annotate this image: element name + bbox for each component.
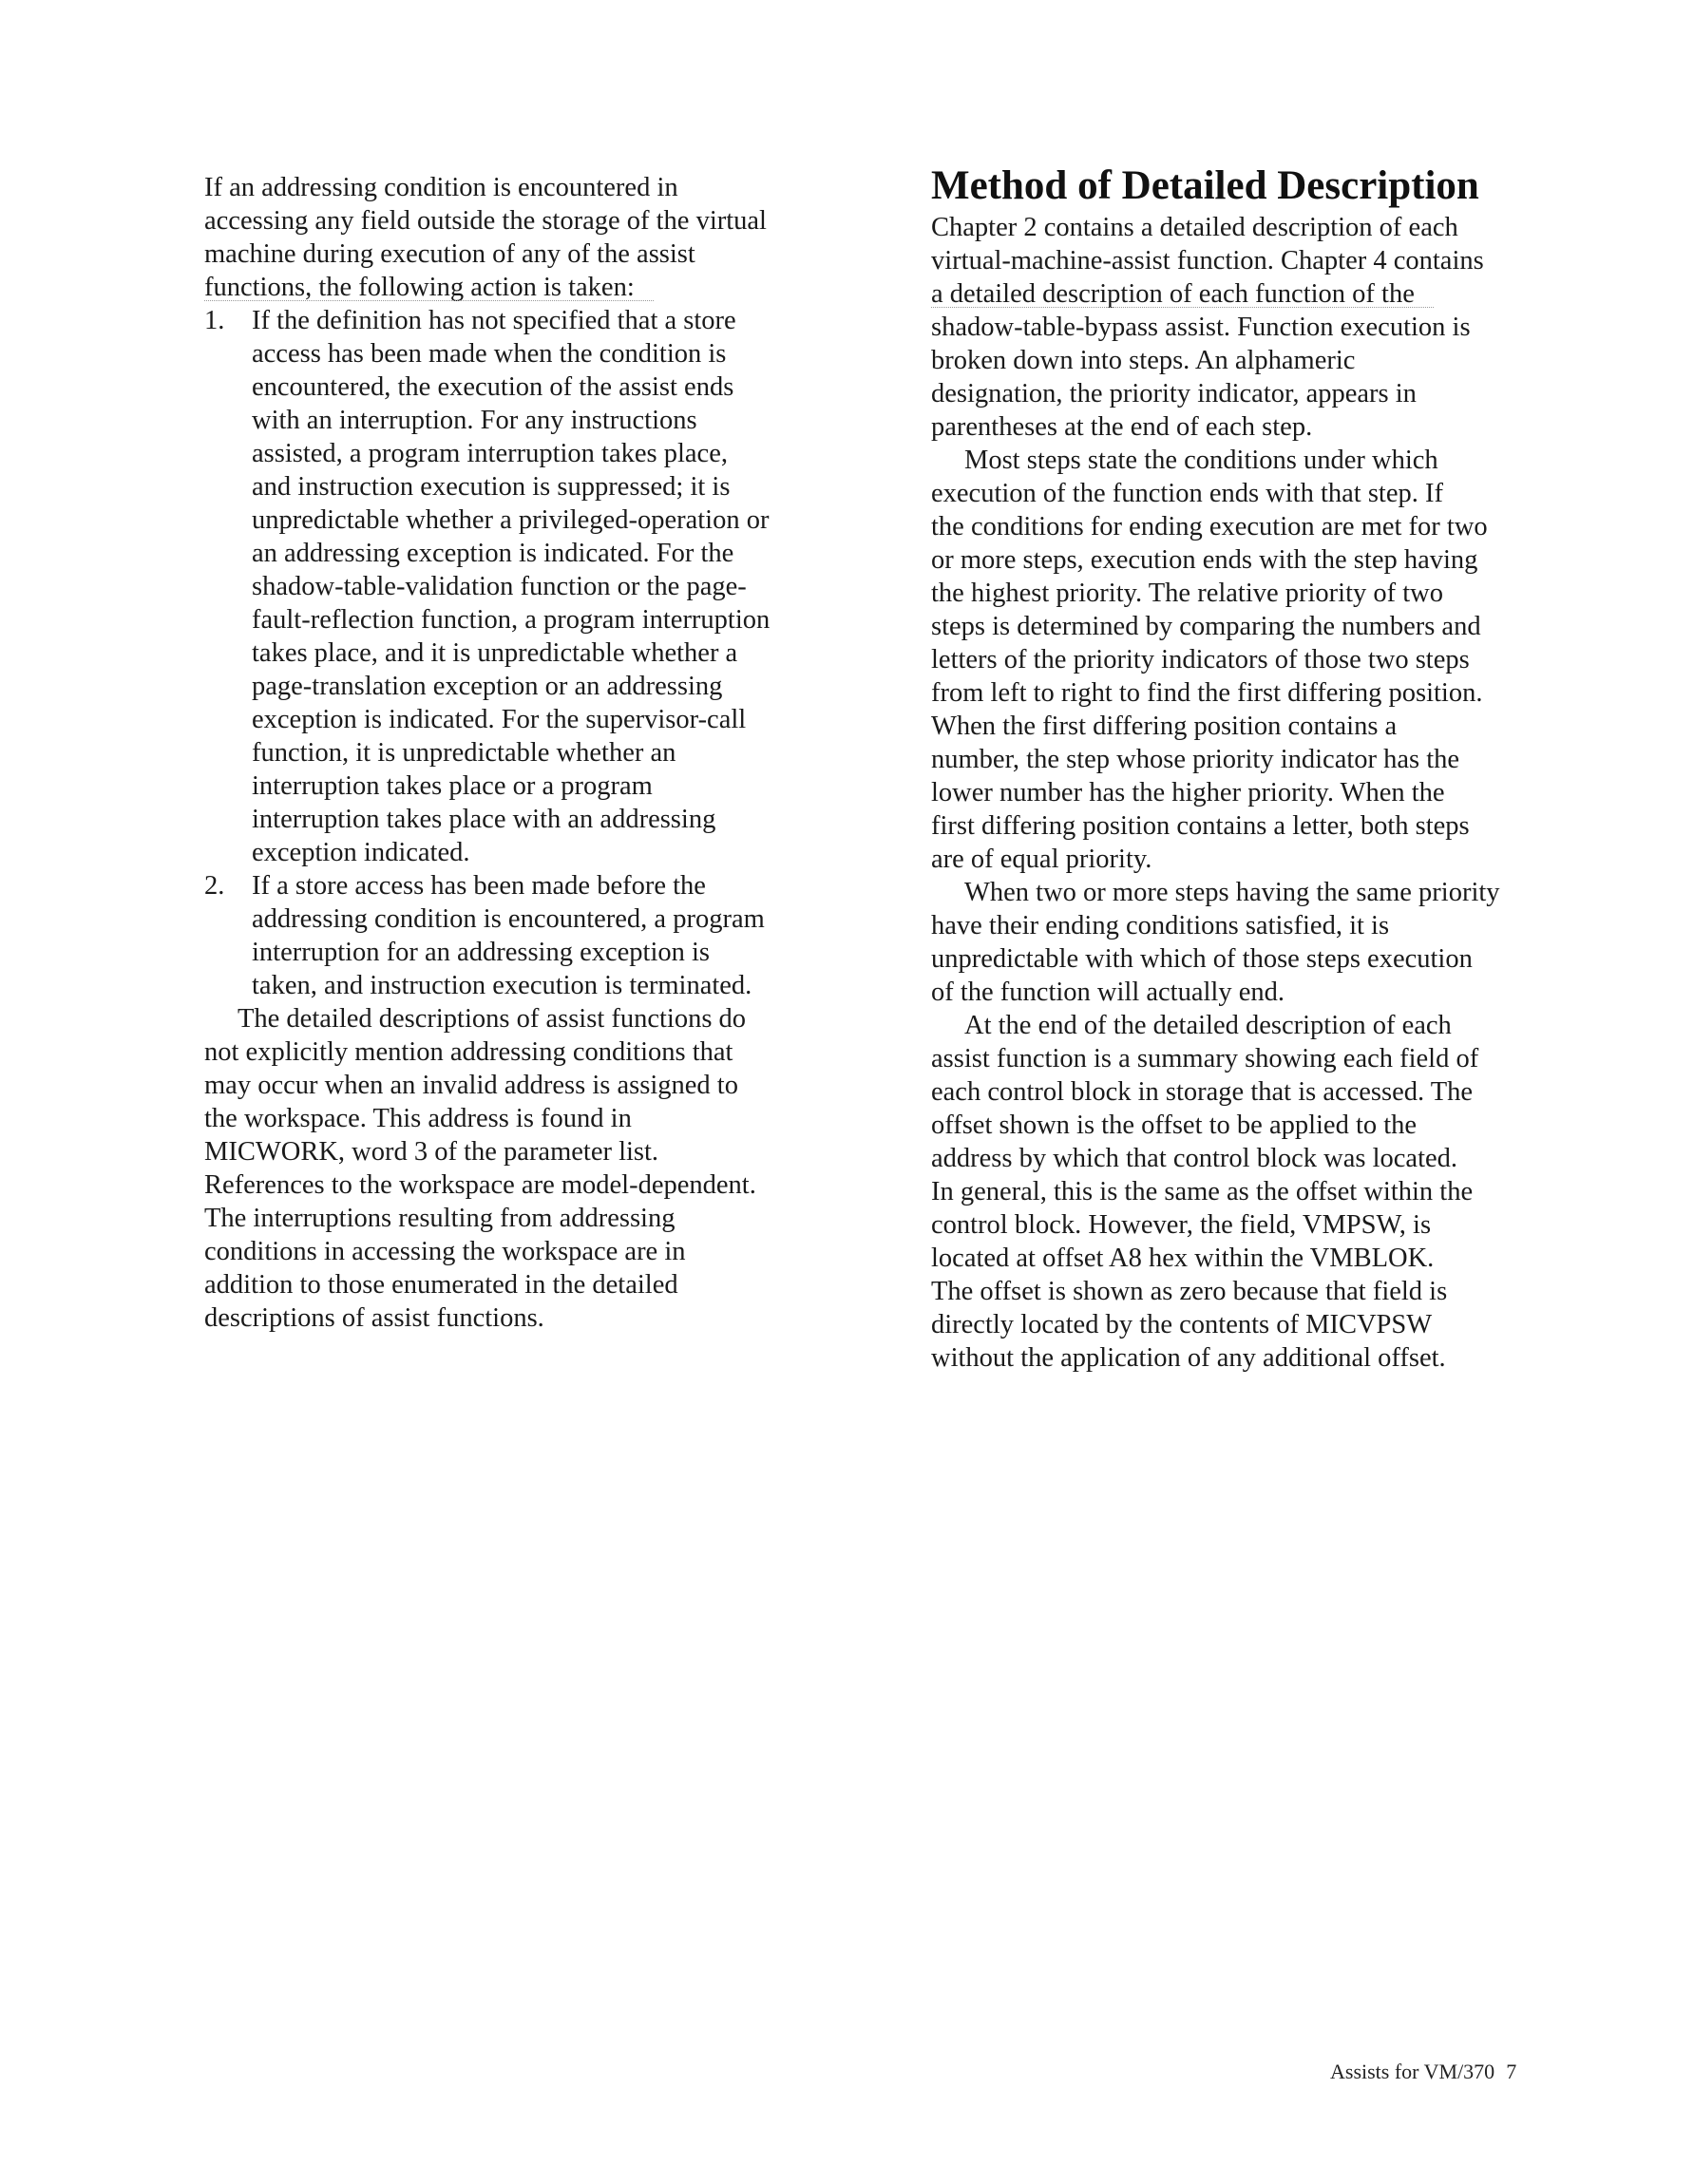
step-line: addressing condition is encountered, a program (252, 904, 765, 934)
action-step-1 (204, 304, 860, 869)
paragraph-line: conditions in accessing the workspace are in (204, 1237, 686, 1266)
step-line: assisted, a program interruption takes place, (252, 439, 728, 468)
page-number: 7 (1506, 2060, 1517, 2083)
paragraph-line: The interruptions resulting from addressing (204, 1204, 676, 1233)
paragraph-line: each control block in storage that is accessed. The (931, 1077, 1474, 1107)
step-line: with an interruption. For any instructions (252, 406, 697, 435)
paragraph-line: In general, this is the same as the offset within the (931, 1177, 1474, 1206)
paragraph-line: offset shown is the offset to be applied to the (931, 1111, 1418, 1140)
paragraph-line: addition to those enumerated in the detailed (204, 1270, 678, 1300)
action-steps-list (204, 304, 860, 1002)
paragraph-line: References to the workspace are model-dependent. (204, 1170, 756, 1200)
running-title: Assists for VM/370 (1330, 2060, 1495, 2083)
paragraph-line: The detailed descriptions of assist functions do (238, 1004, 747, 1034)
step-line: an addressing exception is indicated. For the (252, 539, 734, 568)
paragraph-line: descriptions of assist functions. (204, 1303, 544, 1333)
paragraph-line: shadow-table-bypass assist. Function execution is (931, 313, 1471, 342)
paragraph-line: the highest priority. The relative priority of two (931, 579, 1443, 608)
intro-line: machine during execution of any of the assist (204, 239, 695, 269)
step-line: takes place, and it is unpredictable whether a (252, 638, 738, 668)
step-line: access has been made when the condition is (252, 339, 727, 369)
paragraph-line: lower number has the higher priority. When the (931, 778, 1445, 807)
step-line: interruption takes place or a program (252, 771, 653, 801)
paragraph-line: execution of the function ends with that step. If (931, 479, 1443, 508)
intro-line: If an addressing condition is encountered in (204, 173, 678, 202)
step-line: exception indicated. (252, 838, 470, 867)
step-line: encountered, the execution of the assist ends (252, 372, 734, 402)
page-footer (1330, 2060, 1516, 2084)
action-step-2 (204, 869, 860, 1002)
paragraph-line: When two or more steps having the same priority (964, 878, 1500, 907)
paragraph-line: virtual-machine-assist function. Chapter 4 contains (931, 246, 1484, 275)
section-heading: Method of Detailed Description (931, 163, 1479, 208)
step-line: taken, and instruction execution is terminated. (252, 971, 752, 1000)
step-line: If the definition has not specified that a store (252, 306, 736, 335)
paragraph-line: letters of the priority indicators of those two steps (931, 645, 1470, 674)
paragraph-line: the workspace. This address is found in (204, 1104, 632, 1133)
paragraph-line: At the end of the detailed description of each (964, 1011, 1452, 1040)
intro-paragraph (204, 171, 860, 304)
step-line: function, it is unpredictable whether an (252, 738, 676, 768)
right-column (931, 163, 1596, 1375)
paragraph-line: parentheses at the end of each step. (931, 412, 1313, 442)
paragraph-line: assist function is a summary showing each field of (931, 1044, 1479, 1073)
paragraph-line: Chapter 2 contains a detailed description of each (931, 213, 1458, 242)
equal-priority-paragraph (931, 876, 1596, 1009)
paragraph-line: MICWORK, word 3 of the parameter list. (204, 1137, 659, 1167)
step-line: shadow-table-validation function or the page- (252, 572, 747, 601)
paragraph-line: of the function will actually end. (931, 978, 1285, 1007)
step-line: interruption for an addressing exception is (252, 938, 710, 967)
paragraph-line: located at offset A8 hex within the VMBLOK. (931, 1244, 1435, 1273)
intro-line: functions, the following action is taken: (204, 273, 635, 302)
step-number: 2. (204, 871, 225, 901)
paragraph-line: may occur when an invalid address is assigned to (204, 1071, 738, 1100)
paragraph-line: control block. However, the field, VMPSW, is (931, 1210, 1432, 1240)
step-number: 1. (204, 306, 225, 335)
summary-offset-paragraph (931, 1009, 1596, 1375)
paragraph-line: designation, the priority indicator, appears in (931, 379, 1417, 408)
paragraph-line: broken down into steps. An alphameric (931, 346, 1356, 375)
paragraph-line: unpredictable with which of those steps execution (931, 944, 1473, 974)
paragraph-line: The offset is shown as zero because that field is (931, 1277, 1448, 1306)
paragraph-line: from left to right to find the first differing position. (931, 678, 1483, 708)
paragraph-line: Most steps state the conditions under which (964, 446, 1438, 475)
paragraph-line: or more steps, execution ends with the step having (931, 545, 1478, 575)
workspace-paragraph (204, 1002, 860, 1335)
paragraph-line: first differing position contains a letter, both steps (931, 811, 1470, 841)
paragraph-line: not explicitly mention addressing conditions that (204, 1037, 733, 1067)
step-line: page-translation exception or an addressing (252, 672, 723, 701)
paragraph-line: a detailed description of each function of the (931, 279, 1415, 309)
step-line: and instruction execution is suppressed; it is (252, 472, 731, 502)
paragraph-line: When the first differing position contains a (931, 712, 1398, 741)
paragraph-line: directly located by the contents of MICVPSW (931, 1310, 1433, 1339)
chapter-overview-paragraph (931, 211, 1596, 444)
paragraph-line: address by which that control block was located. (931, 1144, 1458, 1173)
paragraph-line: steps is determined by comparing the numbers and (931, 612, 1481, 641)
step-line: interruption takes place with an addressing (252, 805, 716, 834)
intro-line: accessing any field outside the storage of the virtual (204, 206, 767, 236)
step-line: unpredictable whether a privileged-operation or (252, 505, 770, 535)
priority-paragraph (931, 444, 1596, 876)
paragraph-line: have their ending conditions satisfied, it is (931, 911, 1390, 940)
step-line: If a store access has been made before the (252, 871, 706, 901)
step-line: exception is indicated. For the supervisor-call (252, 705, 747, 734)
paragraph-line: number, the step whose priority indicator has the (931, 745, 1460, 774)
left-column (204, 171, 860, 1335)
paragraph-line: the conditions for ending execution are met for two (931, 512, 1488, 541)
step-line: fault-reflection function, a program interruption (252, 605, 771, 635)
paragraph-line: are of equal priority. (931, 845, 1152, 874)
paragraph-line: without the application of any additional offset. (931, 1343, 1446, 1373)
